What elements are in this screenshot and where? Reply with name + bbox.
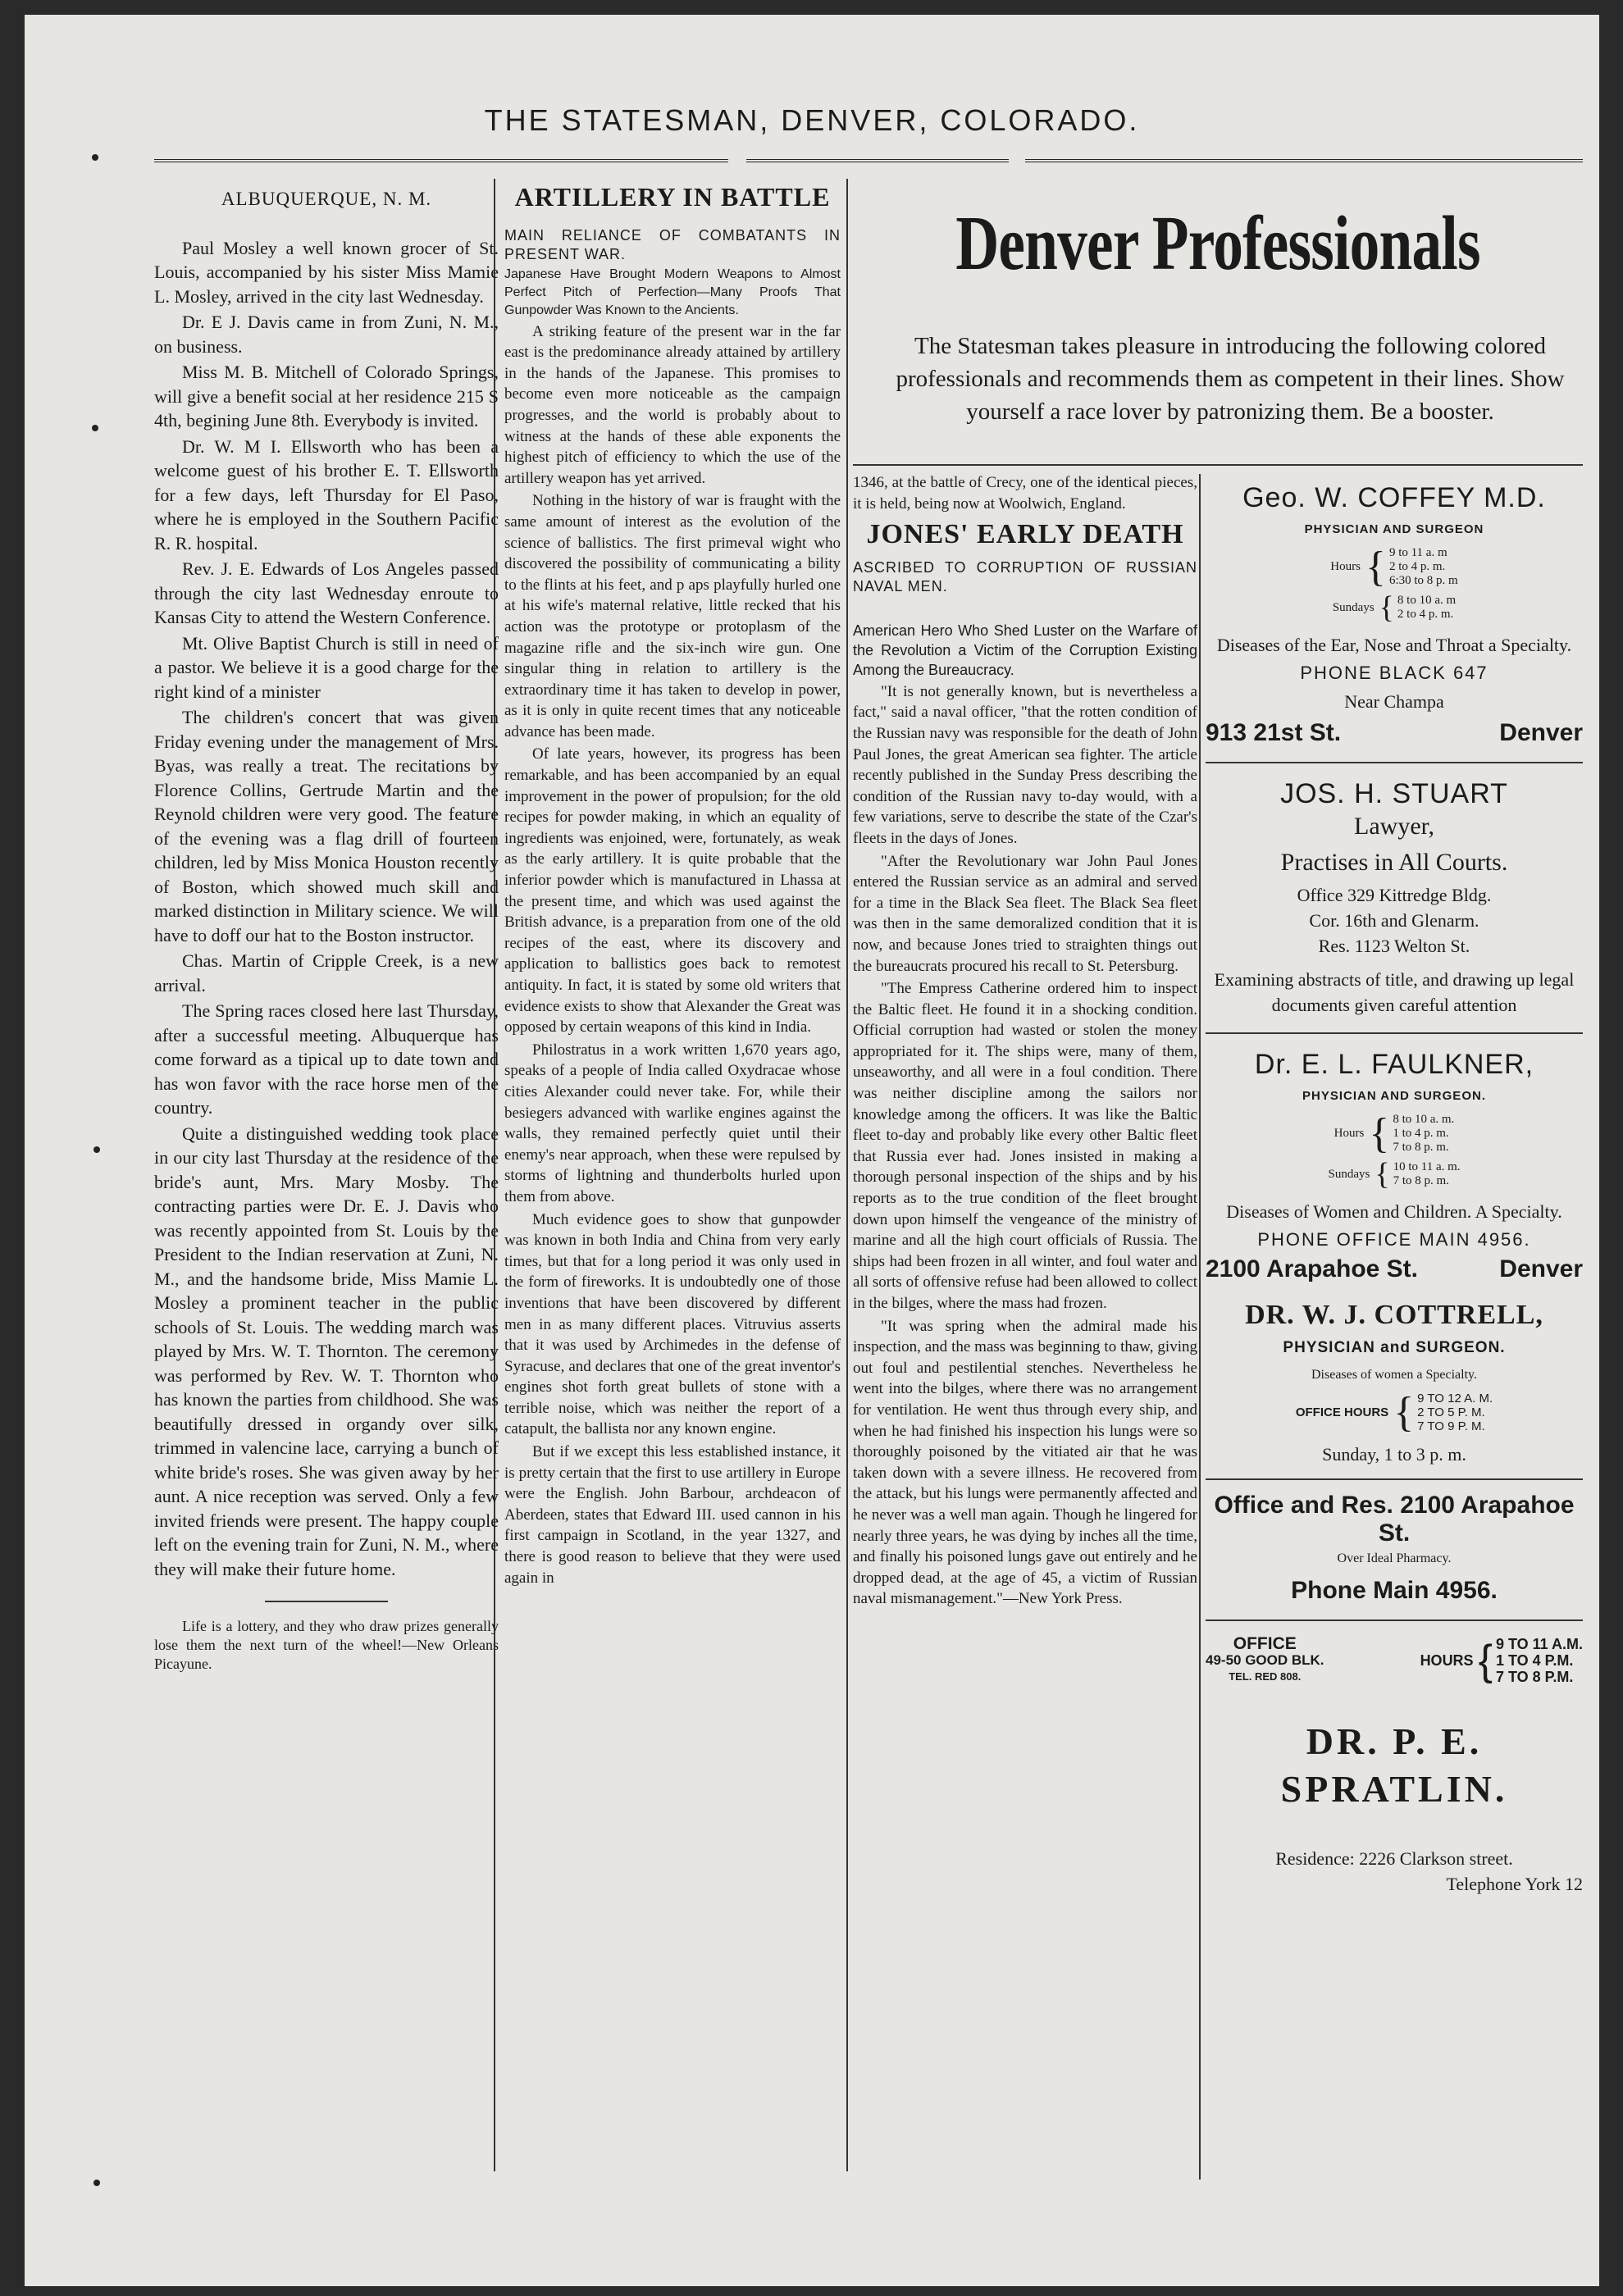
news-paragraph: Rev. J. E. Edwards of Los Angeles passed through the city last Wednesday enroute to Kansas City to attend the Western Conference. [154,558,499,627]
column-albuquerque [154,187,499,1675]
card-name: DR. W. J. COTTRELL, [1245,1300,1543,1330]
masthead-rule [1025,159,1583,162]
phone: PHONE OFFICE MAIN 4956. [1257,1229,1531,1250]
column-jones [853,472,1197,1611]
divider [265,1601,388,1602]
deck: American Hero Who Shed Luster on the Warfare of the Revolution a Victim of the Corruption Existing Among the Bureaucracy. [853,622,1197,678]
headline: JONES' EARLY DEATH [866,519,1184,550]
punch-hole [93,2180,100,2186]
phone: PHONE BLACK 647 [1300,663,1489,683]
card-name: Geo. W. COFFEY M.D. [1242,482,1546,513]
filler-item: Life is a lottery, and they who draw prizes generally lose them the next turn of the wheel!—New Orleans Picayune. [154,1618,499,1672]
news-paragraph: A striking feature of the present war in the far east is the predominance already attained by artillery in the hands of the Japanese. This promises to become even more noticeable as the campaign progresses, and the world is probably about to witness at the hands of these able exponents the highest pitch of efficiency to which the use of the artillery weapon has yet arrived. [504,322,841,487]
ad-intro: The Statesman takes pleasure in introducing the following colored professionals and recommends them as competent in their lines. Show yourself a race lover by patronizing them. Be a booster. [896,333,1565,425]
subhead: ASCRIBED TO CORRUPTION OF RUSSIAN NAVAL MEN. [853,558,1197,594]
punch-hole [93,1146,100,1153]
masthead-rule [154,159,728,162]
over-pharmacy: Over Ideal Pharmacy. [1337,1551,1452,1565]
card-role: PHYSICIAN AND SURGEON. [1302,1089,1486,1103]
card-name: SPRATLIN. [1280,1768,1508,1810]
sunday-hours: Sundays { 10 to 11 a. m. 7 to 8 p. m. [1328,1157,1461,1191]
column-artillery [504,187,841,1590]
sunday-hours: Sundays { 8 to 10 a. m 2 to 4 p. m. [1332,590,1457,625]
office: Office 329 Kittredge Bldg. [1297,885,1492,905]
news-paragraph: The children's concert that was given Friday evening under the management of Mrs. Byas, was really a treat. The recitations by Florence Collins, Gertrude Martin and the Reynold children were very good. The feature of the evening was a flag drill of fourteen children, led by Miss Monica Houston recently of Boston, which showed much skill and marked distinction in Military science. We will have to doff our hat to the Boston instructor. [154,707,499,945]
card-coffey [1206,482,1583,747]
continued-text: 1346, at the battle of Crecy, one of the identical pieces, it is held, being now at Woolwich, England. [853,474,1197,512]
news-paragraph: Of late years, however, its progress has been remarkable, and has been accompanied by an equal improvement in the power of propulsion; for the old recipes for powder making, in which an equality of ingredients was enjoined, were, fortunately, as weak as the early artillery. It is quite probable that the inferior powder which is manufactured in Lhassa at the present time, and which was used against the British advance, is a preparation from one of the old recipes of the east, where its discovery and application to ballistics goes back to remotest antiquity. In fact, it is stated by some old writers that evidence exists to show that Alexander the Great was opposed by certain weapons of this kind in India. [504,745,841,1036]
residence: Residence: 2226 Clarkson street. [1275,1848,1513,1869]
office-hours: OFFICE HOURS { 9 TO 12 A. M. 2 TO 5 P. M. 7 TO 9 P. M. [1295,1388,1493,1436]
card-faulkner [1206,1049,1583,1283]
masthead-rule [746,159,1009,162]
punch-hole [92,154,98,161]
office-hours: Hours { 9 to 11 a. m 2 to 4 p. m. 6:30 to 8 p. m [1330,543,1458,590]
headline: ARTILLERY IN BATTLE [514,187,831,212]
dateline: ALBUQUERQUE, N. M. [221,189,432,209]
card-cottrell [1206,1300,1583,1605]
card-name: JOS. H. STUART [1280,778,1508,809]
news-paragraph: Paul Mosley a well known grocer of St. Louis, accompanied by his sister Miss Mamie L. Mosley, arrived in the city last Wednesday. [154,237,499,307]
card-divider [1206,1478,1583,1480]
office-address: Office and Res. 2100 Arapahoe St. [1214,1492,1575,1547]
card-title: Lawyer, [1354,813,1434,840]
address-row: 913 21st St. Denver [1206,719,1583,746]
news-paragraph: "After the Revolutionary war John Paul Jones entered the Russian service as an admiral and served for a time in the Black Sea fleet. The Black Sea fleet was then in the same demoralized condition that it is now, and because Jones tried to straighten things out the bureaucrats procured his recall to St. Petersburg. [853,852,1197,975]
office-hours: Hours { 8 to 10 a. m. 1 to 4 p. m. 7 to 8 p. m. [1334,1109,1455,1157]
deck: Japanese Have Brought Modern Weapons to Almost Perfect Pitch of Perfection—Many Proofs That Gunpowder Was Known to the Ancients. [504,266,841,317]
news-paragraph: "It is not generally known, but is nevertheless a fact," said a naval officer, "that the rotten condition of the Russian navy was responsible for the death of John Paul Jones, the great American sea fighter. The article recently published in the Sunday Press describing the condition of the Russian navy to-day would, with a few variations, serve to describe the state of the Czar's fleets in the days of Jones. [853,682,1197,847]
specialty: Diseases of Women and Children. A Specialty. [1226,1201,1562,1222]
column-directory [1206,482,1583,1911]
ad-rule [853,464,1583,466]
newspaper-page [25,15,1599,2286]
corner: Cor. 16th and Glenarm. [1309,910,1479,931]
specialty: Diseases of the Ear, Nose and Throat a Specialty. [1216,635,1572,655]
ad-title: Denver Professionals [955,201,1480,286]
column-rule [1199,474,1201,2180]
practise: Practises in All Courts. [1280,849,1508,876]
masthead: THE STATESMAN, DENVER, COLORADO. [484,103,1140,137]
news-paragraph: Miss M. B. Mitchell of Colorado Springs, will give a benefit social at her residence 215 S 4th, begining June 8th. Everybody is invited. [154,362,499,430]
news-paragraph: The Spring races closed here last Thursday, after a successful meeting. Albuquerque has come forward as a tipical up to date town and has won favor with the race horse men of the country. [154,1000,499,1118]
specialty: Diseases of women a Specialty. [1311,1368,1477,1382]
residence: Res. 1123 Welton St. [1318,936,1470,956]
card-divider [1206,762,1583,763]
news-paragraph: "The Empress Catherine ordered him to inspect the Baltic fleet. He found it in a shocking condition. Official corruption had wasted or stolen the money appropriated for it. The ships were, many of them, unseaworthy, and all were in a foul condition. There was neither discipline among the sailors nor knowledge among the officers. It was like the Baltic fleet to-day and probably like every other Baltic fleet that Russia ever had. Jones insisted in making a thorough personal inspection of the ships and by his reports as to the true condition of the fleet brought down upon himself the vengeance of the ministry of marine and all the high court officials of Russia. The ships had been frozen in all winter, and foul water and all sorts of offensive refuse had been allowed to collect in the bilges, where the mass had frozen. [853,980,1197,1312]
news-paragraph: Dr. W. M I. Ellsworth who has been a welcome guest of his brother E. T. Ellsworth for a few days, left Thursday for El Paso, where he is employed in the Southern Pacific R. R. hospital. [154,435,499,554]
address-row: 2100 Arapahoe St. Denver [1206,1255,1583,1282]
news-paragraph: But if we except this less established instance, it is pretty certain that the first to use artillery in Europe were the English. John Barbour, archdeacon of Aberdeen, states that Edward III. used cannon in his first campaign in Scotland, in the year 1327, and there is good reason to believe that they were used again in [504,1443,841,1587]
subhead: MAIN RELIANCE OF COMBATANTS IN PRESENT WAR. [504,226,841,262]
near: Near Champa [1344,691,1444,712]
card-name: Dr. E. L. FAULKNER, [1254,1049,1534,1080]
punch-hole [92,425,98,431]
card-name: DR. P. E. [1306,1720,1483,1762]
note: Examining abstracts of title, and drawing up legal documents given careful attention [1214,969,1575,1015]
news-paragraph: Quite a distinguished wedding took place in our city last Thursday at the residence of the bride's aunt, Mrs. Mary Mosby. The contracting parties were Dr. E. J. Davis who was recently appointed from St. Louis by the President to the Indian reservation at Zuni, N. M., and the handsome bride, Miss Mamie L. Mosley a prominent teacher in the public schools of St. Louis. The wedding march was played by Mrs. W. T. Thornton. The ceremony was performed by Rev. W. T. Thornton who has known the parties from childhood. She was beautifully dressed in organdy over silk, trimmed in valencine lace, carrying a bunch of white bride's roses. She was given away by her aunt. A nice reception was served. Only a few invited friends were present. The happy couple left on the evening train for Zuni, N. M., where they will make their future home. [154,1123,499,1579]
card-stuart [1206,778,1583,1018]
phone: Telephone York 12 [1446,1874,1583,1894]
card-role: PHYSICIAN AND SURGEON [1304,522,1484,536]
news-paragraph: Chas. Martin of Cripple Creek, is a new arrival. [154,950,499,995]
news-paragraph: "It was spring when the admiral made his inspection, and the mass was beginning to thaw, giving out foul and pestilential stenches. Nevertheless he went into the bilges, where there was no arrangement for ventilation. He went thus through every ship, and when he had finished his inspection his lungs were so thoroughly poisoned by the vitiated air that he was taken down with a severe illness. He recovered from the attack, but his lungs were permanently affected and he never was a well man again. Though he lingered for nearly three years, he was dying by inches all the time, and finally his poisoned lungs gave out entirely and he dropped dead, at the age of 45, a victim of Russian naval mismanagement."—New York Press. [853,1317,1197,1608]
news-paragraph: Dr. E J. Davis came in from Zuni, N. M., on business. [154,312,499,357]
phone: Phone Main 4956. [1291,1577,1498,1604]
card-role: PHYSICIAN and SURGEON. [1283,1339,1506,1356]
sunday-hours: Sunday, 1 to 3 p. m. [1322,1444,1466,1465]
news-paragraph: Philostratus in a work written 1,670 years ago, speaks of a people of India called Oxydracae whose cities Alexander could never take. For, while their besiegers advanced with warlike engines against the walls, they remained perfectly quiet until their enemy's near approach, when these were repulsed by storms of lightning and thunderbolts hurled upon them from above. [504,1041,841,1205]
card-spratlin [1206,1636,1583,1897]
card-divider [1206,1032,1583,1034]
news-paragraph: Much evidence goes to show that gunpowder was known in both India and China from very early times, but that for a long period it was only used in the form of fireworks. It is undoubtedly one of those inventions that have been discovered by different men in as many different places. Vitruvius asserts that it was used by Archimedes in the defense of Syracuse, and declares that one of the great inventor's engines shot forth great bullets of stone with a terrible noise, which was neither the report of a catapult, the ballista nor any known engine. [504,1210,841,1438]
card-divider [1206,1620,1583,1621]
office-block: OFFICE 49-50 GOOD BLK. TEL. RED 808. HOURS { 9 TO 11 A.M. 1 TO 4 P.M. 7 TO 8 P.M. [1206,1634,1583,1685]
column-rule [846,179,848,2171]
news-paragraph: Nothing in the history of war is fraught with the same amount of interest as the evolution of the science of ballistics. The first primeval wight who discovered the possibility of communicating a bility to the flints at his feet, and p aps playfully hurled one at his wife's maternal relative, little recked that his action was the prototype or protoplasm of the magazine rifle and the six-inch wire gun. One singular thing in relation to artillery is the extraordinary time it has taken to develop in power, as it is only in quite recent times that any noticeable advance has been made. [504,492,841,740]
news-paragraph: Mt. Olive Baptist Church is still in need of a pastor. We believe it is a good charge for the right kind of a minister [154,632,499,702]
